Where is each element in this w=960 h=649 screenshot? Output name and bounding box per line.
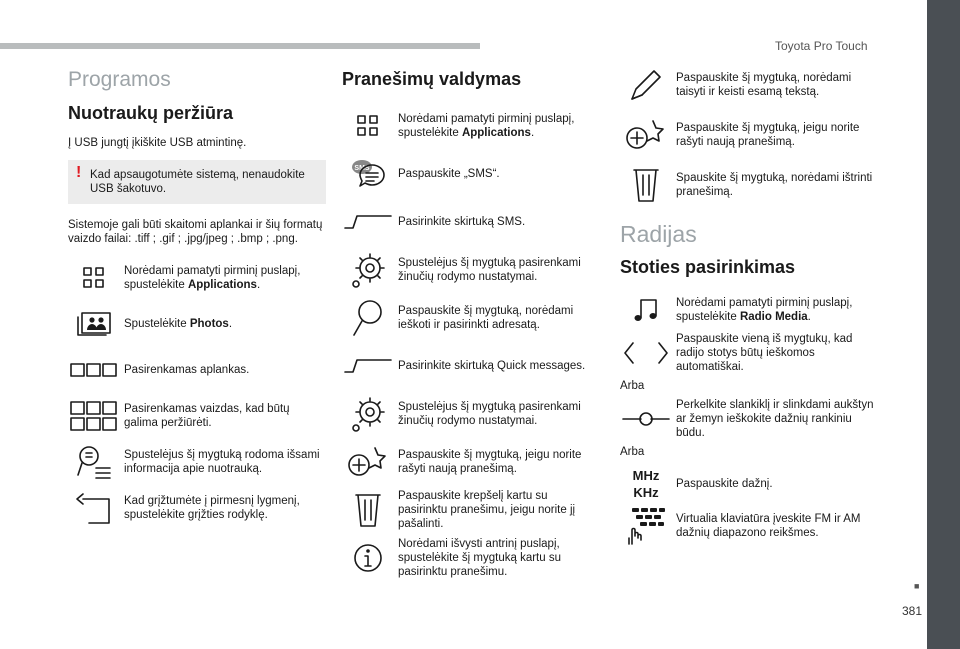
item-text-bold: Photos — [189, 318, 229, 330]
list-item — [620, 112, 880, 158]
slider-icon — [620, 406, 672, 432]
trash-icon — [620, 167, 672, 203]
item-text-main: Virtualia klaviatūra įveskite FM ir AM dažnių diapazono reikšmes. — [676, 513, 861, 539]
item-text — [394, 304, 598, 332]
list-item — [342, 392, 598, 436]
item-text-main: Paspauskite krepšelį kartu su pasirinktu pranešimu, jeigu norite jį pašalinti. — [398, 490, 576, 530]
item-text-bold: Applications — [461, 127, 531, 139]
list-item — [342, 344, 598, 388]
grid-apps-icon — [342, 114, 394, 138]
list-item — [342, 104, 598, 148]
svg-text:SMS: SMS — [354, 165, 370, 172]
item-text — [672, 477, 880, 491]
item-text — [120, 494, 326, 522]
item-text-main: Paspauskite šį mygtuką, norėdami taisyti ir keisti esamą tekstą. — [676, 72, 852, 98]
item-text — [120, 317, 326, 331]
warning-text: Kad apsaugotumėte sistemą, nenaudokite USB šakotuvo. — [90, 169, 305, 195]
slider-item-wrap — [620, 398, 880, 440]
list-item — [620, 398, 880, 440]
item-text — [672, 332, 880, 374]
keypad-icon — [620, 506, 672, 546]
keypad-item-wrap — [620, 506, 880, 546]
subsection-title-pranesimu: Pranešimų valdymas — [342, 69, 522, 89]
item-text-main: Pasirinkite skirtuką SMS. — [398, 216, 526, 228]
trash-icon — [342, 492, 394, 528]
item-text — [394, 112, 598, 140]
mhz-khz-icon — [620, 467, 672, 501]
music-note-icon — [620, 296, 672, 324]
item-text — [394, 167, 598, 181]
image-grid-icon — [68, 401, 120, 431]
item-text-main: Spustelėjus šį mygtuką pasirenkami žinučių rodymo nustatymai. — [398, 257, 581, 283]
list-item — [68, 256, 326, 300]
item-text-main: Pasirenkamas vaizdas, kad būtų galima peržiūrėti. — [124, 403, 290, 429]
arba-label-1: Arba — [620, 380, 645, 392]
warning-note — [68, 160, 326, 204]
settings-icon — [342, 394, 394, 434]
arba-label-2: Arba — [620, 446, 645, 458]
list-item — [620, 464, 880, 504]
left-item-list — [68, 256, 326, 530]
folder-row-icon — [68, 362, 120, 378]
settings-icon — [342, 250, 394, 290]
continue-marker: ■ — [914, 581, 920, 591]
tab-icon — [342, 214, 394, 230]
item-text-main: Paspauskite dažnį. — [676, 478, 773, 490]
subsection-title-nuotrauku: Nuotraukų peržiūra — [68, 103, 234, 123]
info-list-icon — [68, 444, 120, 480]
page-number: 381 — [902, 604, 923, 618]
list-item — [68, 302, 326, 346]
item-text — [394, 537, 598, 579]
freq-item-wrap — [620, 464, 880, 504]
item-text-main: Pasirinkite skirtuką Quick messages. — [398, 360, 586, 372]
item-text-main: Perkelkite slankiklį ir slinkdami aukštyn ar žemyn ieškokite dažnių rankiniu būdu. — [676, 399, 874, 439]
item-text — [394, 489, 598, 531]
right-column — [620, 62, 880, 548]
list-item — [342, 488, 598, 532]
search-icon — [342, 298, 394, 338]
item-text-main: Kad grįžtumėte į pirmesnį lygmenį, spustelėkite grįžties rodyklę. — [124, 495, 300, 521]
item-text-main: Norėdami išvysti antrinį puslapį, spustelėkite šį mygtuką kartu su pasirinktu pranešimu. — [398, 538, 561, 578]
list-item — [620, 62, 880, 108]
chevrons-icon — [620, 341, 672, 365]
item-text-main: Paspauskite šį mygtuką, norėdami ieškoti ir pasirinkti adresatą. — [398, 305, 574, 331]
item-text-bold: Applications — [187, 279, 257, 291]
formats-text: Sistemoje gali būti skaitomi aplankai ir šių formatų vaizdo failai: .tiff ; .gif ; .jpg/jpeg ; .bmp ; .png. — [68, 219, 323, 245]
list-item — [342, 152, 598, 196]
item-text — [394, 215, 598, 229]
item-text — [672, 121, 880, 149]
list-item — [68, 348, 326, 392]
item-text — [120, 402, 326, 430]
item-text-end: . — [530, 127, 535, 139]
item-text-main: Paspauskite šį mygtuką, jeigu norite rašyti naują pranešimą. — [398, 449, 582, 475]
list-item — [68, 440, 326, 484]
grid-apps-icon — [68, 266, 120, 290]
top-rule — [0, 43, 480, 49]
item-text — [672, 71, 880, 99]
item-text — [394, 256, 598, 284]
section-title-programos: Programos — [68, 68, 171, 91]
pencil-icon — [620, 67, 672, 103]
item-text-main: Paspauskite „SMS“. — [398, 168, 500, 180]
list-item — [342, 248, 598, 292]
list-item — [342, 296, 598, 340]
item-text — [120, 448, 326, 476]
tab-icon — [342, 358, 394, 374]
item-text-main: Pasirenkamas aplankas. — [124, 364, 250, 376]
khz-label: KHz — [633, 485, 659, 500]
item-text-end: . — [256, 279, 261, 291]
item-text-main: Norėdami pamatyti pirminį puslapį, spustelėkite — [676, 297, 853, 323]
item-text — [672, 398, 880, 440]
list-item — [620, 506, 880, 546]
list-item — [342, 536, 598, 580]
right-top-item-list — [620, 62, 880, 208]
info-icon — [342, 542, 394, 574]
warning-icon: ! — [76, 164, 82, 181]
item-text-bold: Radio Media — [739, 311, 808, 323]
item-text-end: . — [807, 311, 811, 323]
item-text-main: Spustelėkite — [124, 318, 190, 330]
photos-icon — [68, 311, 120, 337]
item-text-main: Spauskite šį mygtuką, norėdami ištrinti pranešimą. — [676, 172, 873, 198]
item-text — [672, 512, 880, 540]
radio-item-list — [620, 290, 880, 374]
list-item — [620, 332, 880, 374]
item-text-main: Norėdami pamatyti pirminį puslapį, spustelėkite — [398, 113, 575, 139]
back-arrow-icon — [68, 491, 120, 525]
item-text-main: Norėdami pamatyti pirminį puslapį, spustelėkite — [124, 265, 301, 291]
item-text-main: Paspauskite šį mygtuką, jeigu norite rašyti naują pranešimą. — [676, 122, 860, 148]
left-column — [68, 62, 326, 532]
item-text-main: Spustelėjus šį mygtuką rodoma išsami informacija apie nuotrauką. — [124, 449, 320, 475]
middle-column — [342, 62, 598, 584]
item-text-main: Paspauskite vieną iš mygtukų, kad radijo stotys būtų ieškomos automatiškai. — [676, 333, 853, 373]
list-item — [68, 394, 326, 438]
list-item — [342, 200, 598, 244]
side-band — [927, 0, 960, 649]
add-star-icon — [620, 118, 672, 152]
item-text-main: Spustelėjus šį mygtuką pasirenkami žinučių rodymo nustatymai. — [398, 401, 581, 427]
subsection-title-stoties: Stoties pasirinkimas — [620, 257, 796, 277]
item-text — [394, 448, 598, 476]
middle-item-list — [342, 104, 598, 580]
list-item — [342, 440, 598, 484]
item-text — [394, 359, 598, 373]
list-item — [620, 290, 880, 330]
mhz-label: MHz — [632, 468, 660, 483]
item-text — [120, 264, 326, 292]
list-item — [620, 162, 880, 208]
item-text — [394, 400, 598, 428]
intro-text: Į USB jungtį įkiškite USB atmintinę. — [68, 137, 247, 149]
running-header: Toyota Pro Touch — [775, 39, 868, 53]
item-text — [672, 171, 880, 199]
list-item — [68, 486, 326, 530]
item-text — [672, 296, 880, 324]
add-star-icon — [342, 445, 394, 479]
item-text — [120, 363, 326, 377]
sms-icon — [342, 157, 394, 191]
section-title-radijas: Radijas — [620, 221, 697, 247]
item-text-end: . — [228, 318, 233, 330]
